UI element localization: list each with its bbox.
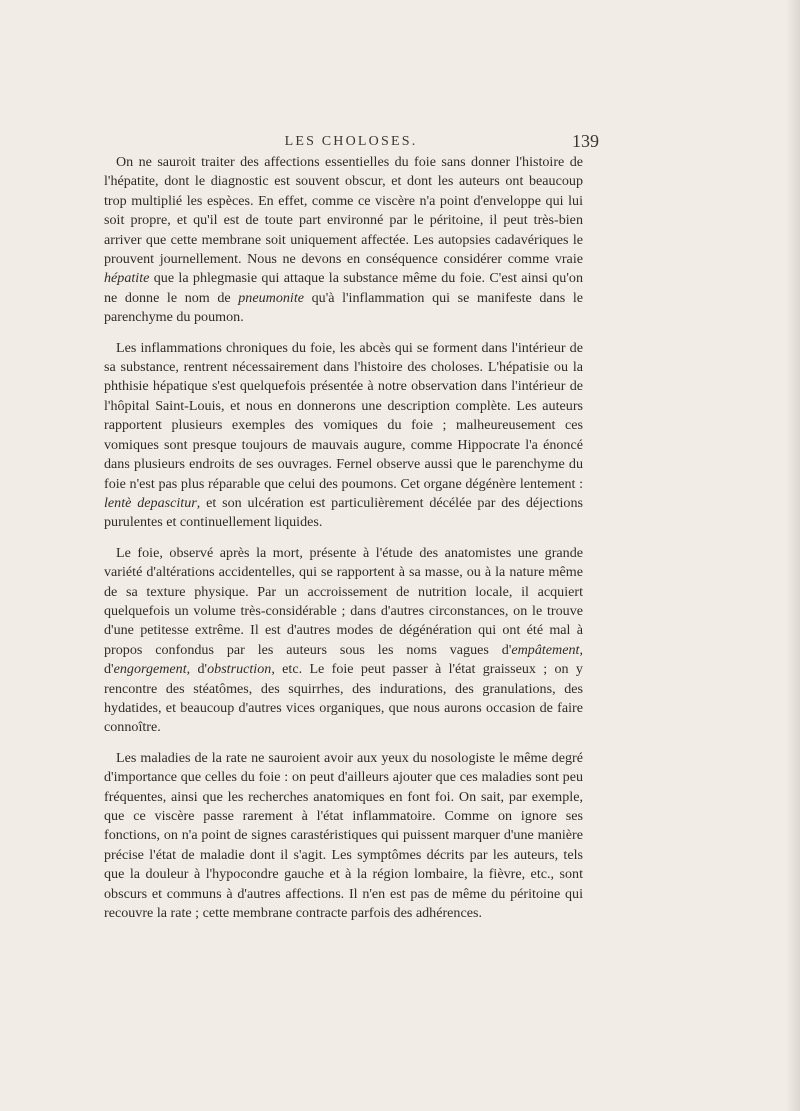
- italic-term: pneumonite: [238, 289, 305, 306]
- paragraph-text: que la phlegmasie qui attaque la substance même du foie. C'est ainsi qu'on ne donne le nom de: [104, 270, 583, 306]
- page-edge-shadow: [786, 0, 800, 1111]
- paragraph-hepatite: [104, 153, 583, 328]
- main-text: [104, 153, 583, 934]
- paragraph-rate: Les maladies de la rate ne sauroient avoir aux yeux du nosologiste le même degré d'importance que celles du foie : on peut d'ailleurs ajouter que ces maladies sont peu fréquentes, ainsi que les recherches anatomiques en font foi. On sait, par exemple, que ce viscère passe rarement à l'état inflammatoire. Comme on ignore ses fonctions, on n'a point de signes carastéristiques qui puissent marquer d'une manière précise l'état de maladie dont il s'agit. Les symptômes décrits par les auteurs, tels que la douleur à l'hypocondre gauche et à la région lombaire, la fièvre, etc., sont obscurs et communs à d'autres affections. Il n'en est pas de même du péritoine qui recouvre la rate ; cette membrane contracte parfois des adhérences.: [104, 749, 583, 922]
- running-title: LES CHOLOSES.: [284, 134, 418, 149]
- paragraph-text: , etc. Le foie peut passer à l'état graisseux ; on y rencontre des stéatômes, des squirrhes, des indurations, des granulations, des hydatides, et beaucoup d'autres vices organiques, que nous aurons occasion de faire connoître.: [104, 661, 583, 736]
- paragraph-text: , et son ulcération est particulièrement décélée par des déjections purulentes et continuellement liquides.: [104, 494, 583, 531]
- italic-term: empâtement: [511, 641, 580, 658]
- italic-term: lentè depascitur: [104, 494, 197, 511]
- paragraph-text: Les inflammations chroniques du foie, les abcès qui se forment dans l'intérieur de sa substance, rentrent nécessairement dans l'histoire des choloses. L'hépatisie ou la phthisie hépatique s'est quelquefois présentée à notre observation dans l'intérieur de l'hôpital Saint-Louis, et nous en donnerons une description complète. Les auteurs rapportent plusieurs exemples des vomiques du foie ; malheureusement ces vomiques sont presque toujours de mauvais augure, comme Hippocrate l'a énoncé dans plusieurs endroits de ses ouvrages. Fernel observe aussi que le parenchyme du foie n'est pas plus réparable que celui des poumons. Cet organe dégénère lentement :: [104, 339, 583, 492]
- paragraph-text: , d': [186, 661, 208, 678]
- paragraph-text: qu'à l'inflammation qui se manifeste dans le parenchyme du poumon.: [104, 289, 583, 326]
- italic-term: engorgement: [113, 661, 187, 678]
- paragraph-alterations: [104, 544, 583, 738]
- italic-term: hépatite: [104, 270, 150, 287]
- paragraph-text: , d': [104, 641, 583, 678]
- paragraph-text: Le foie, observé après la mort, présente à l'étude des anatomistes une grande variété d'altérations accidentelles, qui se rapportent à sa masse, ou à la nature même de sa texture physique. Par un accroissement de nutrition locale, il acquiert quelquefois un volume très-considérable ; dans d'autres circonstances, on le trouve d'une petitesse extrême. Il est d'autres modes de dégénération qui ont été mal à propos confondus par les auteurs sous les noms vagues d': [104, 544, 583, 658]
- page-number: 139: [572, 131, 599, 151]
- running-head: [103, 132, 599, 154]
- paragraph-inflammations: [104, 339, 583, 533]
- italic-term: obstruction: [207, 661, 272, 678]
- paragraph-text: On ne sauroit traiter des affections essentielles du foie sans donner l'histoire de l'hépatite, dont le diagnostic est souvent obscur, et dont les auteurs ont beaucoup trop multiplié les espèces. En effet, comme ce viscère n'a point d'enveloppe qui lui soit propre, et qu'il est de toute part environné par le péritoine, il peut très-bien arriver que cette membrane soit uniquement affectée. Les autopsies cadavériques le prouvent journellement. Nous ne devons en conséquence considérer comme vraie: [104, 154, 583, 268]
